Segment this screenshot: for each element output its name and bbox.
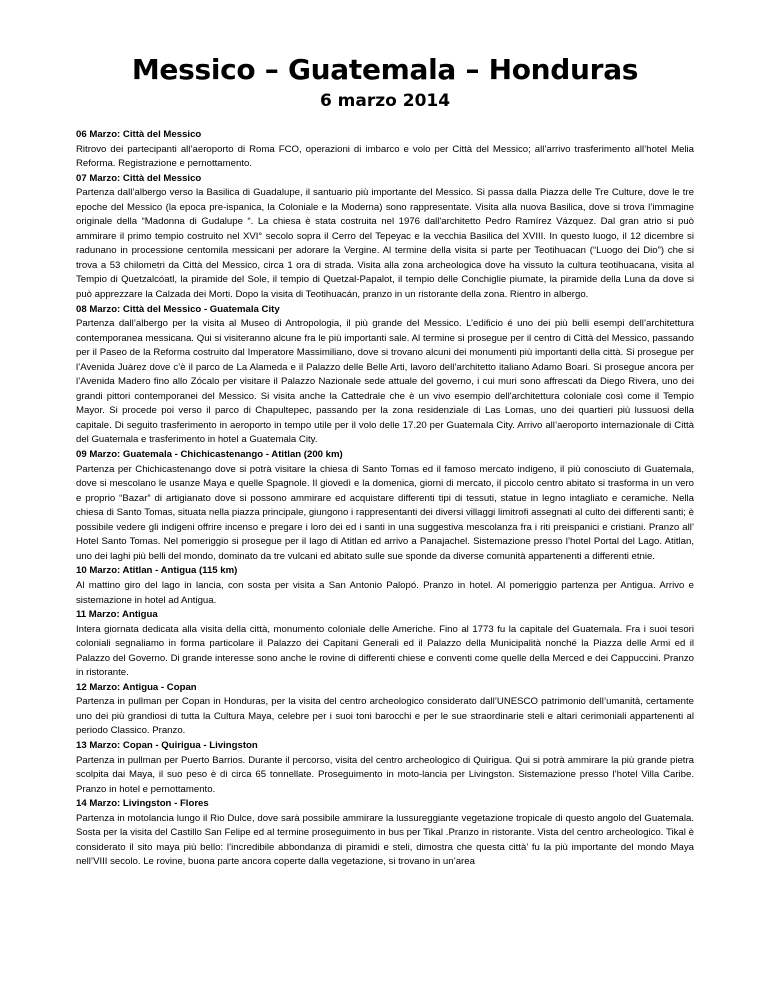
day-heading: 13 Marzo: Copan - Quirigua - Livingston — [76, 739, 258, 751]
day-text: Partenza per Chichicastenango dove si potrà visitare la chiesa di Santo Tomas ed il famoso mercato indigeno, il più conosciuto di Guatemala, dove si mescolano le usanze Maya e quelle Spagnole. Il giovedì e la domenica, giorni di mercato, il piccolo centro abitato si trasforma in un vero e proprio “Bazar” di artigianato dove si possono ammirare ed acquistare differenti tipi di tessuti, statue in legno intagliato e ceramiche. Nella chiesa di Santo Tomas, situata nella piazza principale, giungono i rappresentanti dei diversi villaggi limitrofi assegnati al culto dei differenti santi; è possibile vedere gli indigeni offrire incenso e pregare i loro dei ed i santi in una suggestiva mescolanza fra i riti preispanici e cristiani. Pranzo all’ Hotel Santo Tomas. Nel pomeriggio si prosegue per il lago di Atitlan ed arrivo a Panajachel. Sistemazione presso l’hotel Portal del Lago. Atitlan, uno dei laghi più belli del mondo, dominato da tre vulcani ed abitato sulle sue sponde da diverse comunità appartenenti a differenti etnie. — [76, 463, 694, 562]
day-heading: 12 Marzo: Antigua - Copan — [76, 681, 197, 693]
day-heading: 08 Marzo: Città del Messico - Guatemala City — [76, 303, 280, 315]
day-heading: 11 Marzo: Antigua — [76, 609, 158, 621]
day-heading: 10 Marzo: Atitlan - Antigua (115 km) — [76, 565, 238, 577]
day-text: Partenza dall’albergo verso la Basilica di Guadalupe, il santuario più importante del Messico. Si passa dalla Piazza delle Tre Culture, dove le tre epoche del Messico (la epoca pre-ispanica, la Coloniale e la Moderna) sono rappresentate. Visita alla nuova Basilica, dove si trova l’immagine originale della “Madonna di Gudalupe “. La chiesa è stata costruita nel 1976 dall'architetto Pedro Ramírez Vázquez. Dal gran atrio si può ammirare il primo tempio costruito nel XVI° secolo sopra il Cerro del Tepeyac e la vecchia Basilica del XVIII. In questo luogo, il 12 dicembre si radunano in processione centomila messicani per adorare la Vergine. Al termine della visita si parte per Teotihuacan (“Luogo dei Dio”) che si trova a 53 chilometri da Città del Messico, circa 1 ora di strada. Visita alla zona archeologica dove ha vissuto la cultura teotihuacana, visita al Tempio di Quetzalcóatl, la piramide del Sole, il tempio di Quetzal-Papalot, il tempio delle Conchiglie piumate, la piramide della Luna da dove si può apprezzare la Calzada dei Morti. Dopo la visita di Teotihuacán, pranzo in un ristorante della zona. Rientro in albergo. — [76, 187, 694, 301]
day-text: Partenza dall’albergo per la visita al Museo di Antropologia, il più grande del Messico. L’edificio é uno dei più belli esempi dell’architettura contemporanea messicana. Qui si visiteranno alcune fra le più importanti sale. Al termine si prosegue per il centro di Città del Messico, passando per il Paseo de la Reforma costruito dal Imperatore Massimiliano, dove si trovano alcuni dei monumenti più importanti della città. Si prosegue per l’Avenida Juàrez dove c’è il parco de La Alameda e il Palazzo delle Belle Arti, lavoro dell’architetto italiano Adamo Boari. Si prosegue ancora per l’Avenida Madero fino allo Zócalo per visitare il Palazzo Nazionale sede attuale del governo, i cui muri sono affrescati da Diego Rivera, uno dei grandi pittori contemporanei del Messico. Si visita anche la Cattedrale che è un vivo esempio dell'architettura coloniale così come il Tempio Mayor. Si procede poi verso il parco di Chapultepec, passando per la zona residenziale di Las Lomas, uno dei quartieri più lussuosi della capitale. Di seguito trasferimento in aeroporto in tempo utile per il volo delle 17.20 per Guatemala City. Arrivo all’aeroporto internazionale di Città del Guatemala e trasferimento in hotel a Guatemala City. — [76, 318, 694, 446]
day-heading: 06 Marzo: Città del Messico — [76, 129, 202, 140]
itinerary-body — [76, 128, 694, 870]
document-date: 6 marzo 2014 — [319, 91, 451, 111]
day-text: Al mattino giro del lago in lancia, con sosta per visita a San Antonio Palopó. Pranzo in hotel. Al pomeriggio partenza per Antigua. Arrivo e sistemazione in hotel ad Antigua. — [76, 579, 694, 606]
day-text: Intera giornata dedicata alla visita della città, monumento coloniale delle Americhe. Fino al 1773 fu la capitale del Guatemala. Fra i suoi tesori coloniali segnaliamo in forma particolare il Palazzo dei Capitani Generali ed il Palazzo della Municipalità nonché la Piazza delle Armi ed il Palazzo del Governo. Di grande interesse sono anche le rovine di differenti chiese e conventi come quelle della Merced e dei Cappuccini. Pranzo in ristorante. — [76, 623, 694, 679]
day-text: Partenza in pullman per Puerto Barrios. Durante il percorso, visita del centro archeologico di Quirigua. Qui si potrà ammirare la più grande pietra scolpita dai Maya, il suo peso è di circa 65 tonnellate. Proseguimento in moto-lancia per Livingston. Sistemazione presso l’hotel Villa Caribe. Pranzo in hotel e pernottamento. — [76, 754, 694, 795]
day-text: Ritrovo dei partecipanti all’aeroporto di Roma FCO, operazioni di imbarco e volo per Città del Messico; all’arrivo trasferimento all’hotel Melia Reforma. Registrazione e pernottamento. — [76, 143, 694, 170]
day-heading: 14 Marzo: Livingston - Flores — [76, 798, 209, 810]
day-heading: 09 Marzo: Guatemala - Chichicastenango - Atitlan (200 km) — [76, 449, 343, 461]
day-heading: 07 Marzo: Città del Messico — [76, 172, 202, 184]
document-title: Messico – Guatemala – Honduras — [131, 53, 639, 86]
day-text: Partenza in pullman per Copan in Honduras, per la visita del centro archeologico considerato dall’UNESCO patrimonio dell’umanità, certamente uno dei più grandiosi di tutta la Cultura Maya, celebre per i suoi toni barocchi e per le sue straordinarie steli e altari cerimoniali appartenenti al periodo Classico. Pranzo. — [76, 696, 694, 737]
day-text: Partenza in motolancia lungo il Rio Dulce, dove sarà possibile ammirare la lussureggiante vegetazione tropicale di questo angolo del Guatemala. Sosta per la visita del Castillo San Felipe ed al termine proseguimento in bus per Tikal .Pranzo in ristorante. Vista del centro archeologico. Tikal è considerato il sito maya più bello: l’incredibile abbondanza di piramidi e steli, dimostra che questa città’ fu la più importante del mondo Maya nell’VIII secolo. Le rovine, buona parte ancora coperte dalla vegetazione, si trovano in un’area — [76, 812, 694, 868]
